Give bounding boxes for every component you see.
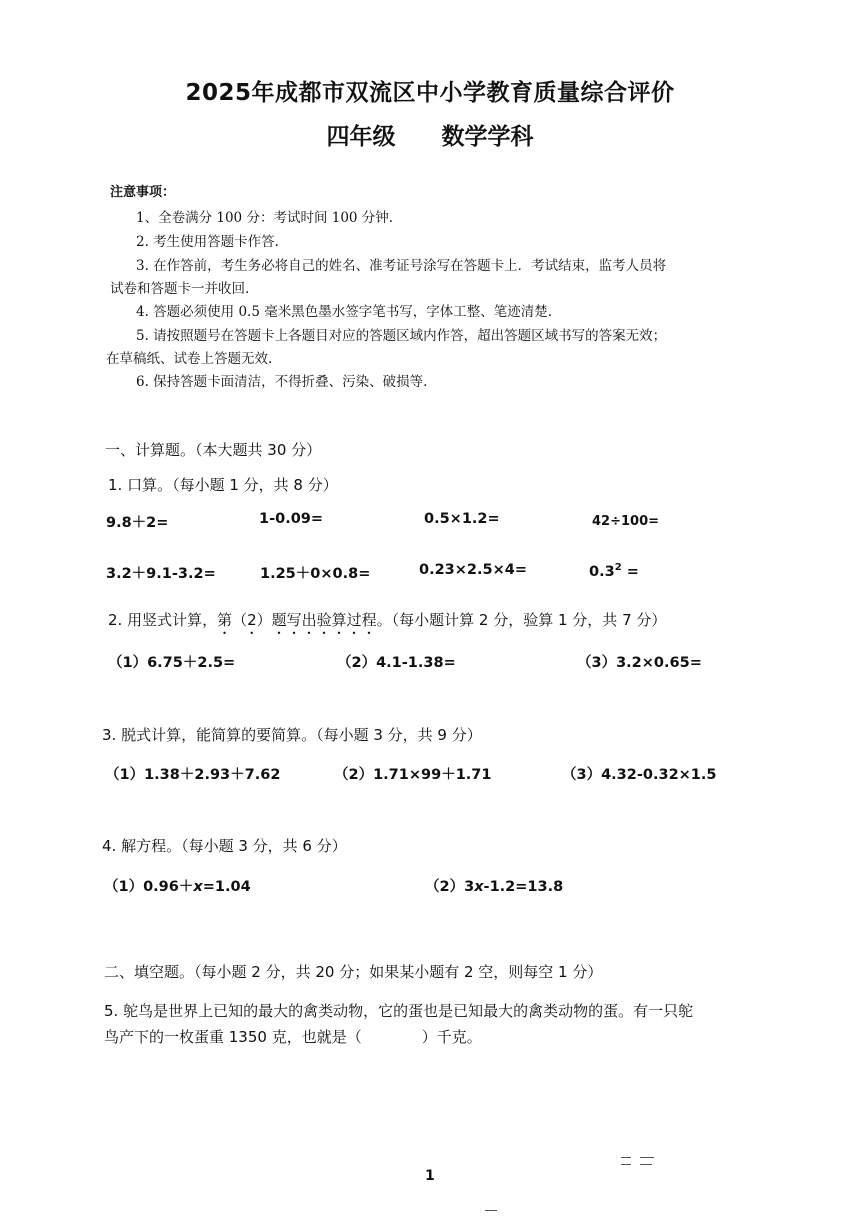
note-item: 在草稿纸、试卷上答题无效. xyxy=(106,351,273,367)
question-3-label: 3. 脱式计算，能简算的要简算。（每小题 3 分，共 9 分） xyxy=(102,726,482,744)
mental-calc-item: 0.23×2.5×4= xyxy=(419,562,527,578)
note-item: 1、全卷满分 100 分：考试时间 100 分钟. xyxy=(136,210,394,226)
equation-post: -1.2=13.8 xyxy=(483,879,564,895)
base-value: 0.3 xyxy=(589,563,615,580)
section-2-heading: 二、填空题。（每小题 2 分，共 20 分；如果某小题有 2 空，则每空 1 分） xyxy=(104,963,603,981)
subject-label: 数学学科 xyxy=(441,124,534,150)
step-calc-item: （2）1.71×99＋1.71 xyxy=(334,767,492,783)
vertical-calc-item: （2）4.1-1.38= xyxy=(337,655,456,671)
step-calc-item: （3）4.32-0.32×1.5 xyxy=(562,767,717,783)
mental-calc-item: 1-0.09= xyxy=(259,511,324,527)
exam-subtitle xyxy=(0,118,860,151)
equation-item xyxy=(425,875,563,896)
equation-post: =1.04 xyxy=(202,879,251,895)
equals-sign: = xyxy=(621,563,639,580)
vertical-calc-item: （1）6.75＋2.5= xyxy=(108,655,236,671)
question-2-label-post: 。（每小题计算 2 分，验算 1 分，共 7 分） xyxy=(376,611,667,629)
question-4-label: 4. 解方程。（每小题 3 分，共 6 分） xyxy=(102,837,347,855)
question-2-label-pre: 2. 用竖式计算， xyxy=(108,611,218,629)
mental-calc-item: 42÷100= xyxy=(592,514,660,529)
equation-pre: （1）0.96＋ xyxy=(104,879,194,895)
question-5-line-1: 5. 鸵鸟是世界上已知的最大的禽类动物，它的蛋也是已知最大的禽类动物的蛋。有一只鸵 xyxy=(104,1002,694,1020)
scan-mark xyxy=(621,1157,631,1158)
scan-mark xyxy=(621,1164,631,1165)
mental-calc-item-square xyxy=(589,562,639,580)
question-5-line-2: 鸟产下的一枚蛋重 1350 克，也就是（ ）千克。 xyxy=(104,1028,482,1046)
note-item: 3. 在作答前，考生务必将自己的姓名、准考证号涂写在答题卡上．考试结束，监考人员将 xyxy=(136,258,667,274)
mental-calc-item: 9.8＋2= xyxy=(106,515,169,531)
equation-item xyxy=(104,875,251,896)
exponent: 2 xyxy=(614,562,622,573)
note-item: 6. 保持答题卡面清洁，不得折叠、污染、破损等. xyxy=(136,374,428,390)
note-item: 2. 考生使用答题卡作答. xyxy=(136,234,279,250)
equation-variable: x xyxy=(193,879,203,895)
grade-label: 四年级 xyxy=(326,124,396,150)
equation-variable: x xyxy=(474,879,484,895)
equation-pre: （2）3 xyxy=(425,879,475,895)
page-number: 1 xyxy=(425,1168,435,1184)
notes-heading: 注意事项： xyxy=(110,185,176,200)
section-1-heading: 一、计算题。（本大题共 30 分） xyxy=(105,441,322,459)
vertical-calc-item: （3）3.2×0.65= xyxy=(577,655,702,671)
mental-calc-item: 1.25＋0×0.8= xyxy=(260,566,371,582)
note-item: 5. 请按照题号在答题卡上各题目对应的答题区域内作答，超出答题区域书写的答案无效； xyxy=(136,328,667,344)
note-item: 试卷和答题卡一并收回. xyxy=(110,281,250,297)
note-item: 4. 答题必须使用 0.5 毫米黑色墨水签字笔书写，字体工整、笔迹清楚. xyxy=(136,304,553,320)
exam-title: 2025年成都市双流区中小学教育质量综合评价 xyxy=(185,80,675,106)
question-1-label: 1. 口算。（每小题 1 分，共 8 分） xyxy=(108,476,338,494)
scan-mark xyxy=(485,1210,497,1211)
question-2-label xyxy=(108,609,666,638)
scan-mark xyxy=(640,1157,654,1158)
question-2-label-emphasis: 第（2）题写出验算过程 xyxy=(217,611,377,629)
mental-calc-item: 0.5×1.2= xyxy=(424,511,500,527)
mental-calc-item: 3.2＋9.1-3.2= xyxy=(106,566,216,582)
scan-mark xyxy=(640,1164,652,1165)
step-calc-item: （1）1.38＋2.93＋7.62 xyxy=(105,767,281,783)
